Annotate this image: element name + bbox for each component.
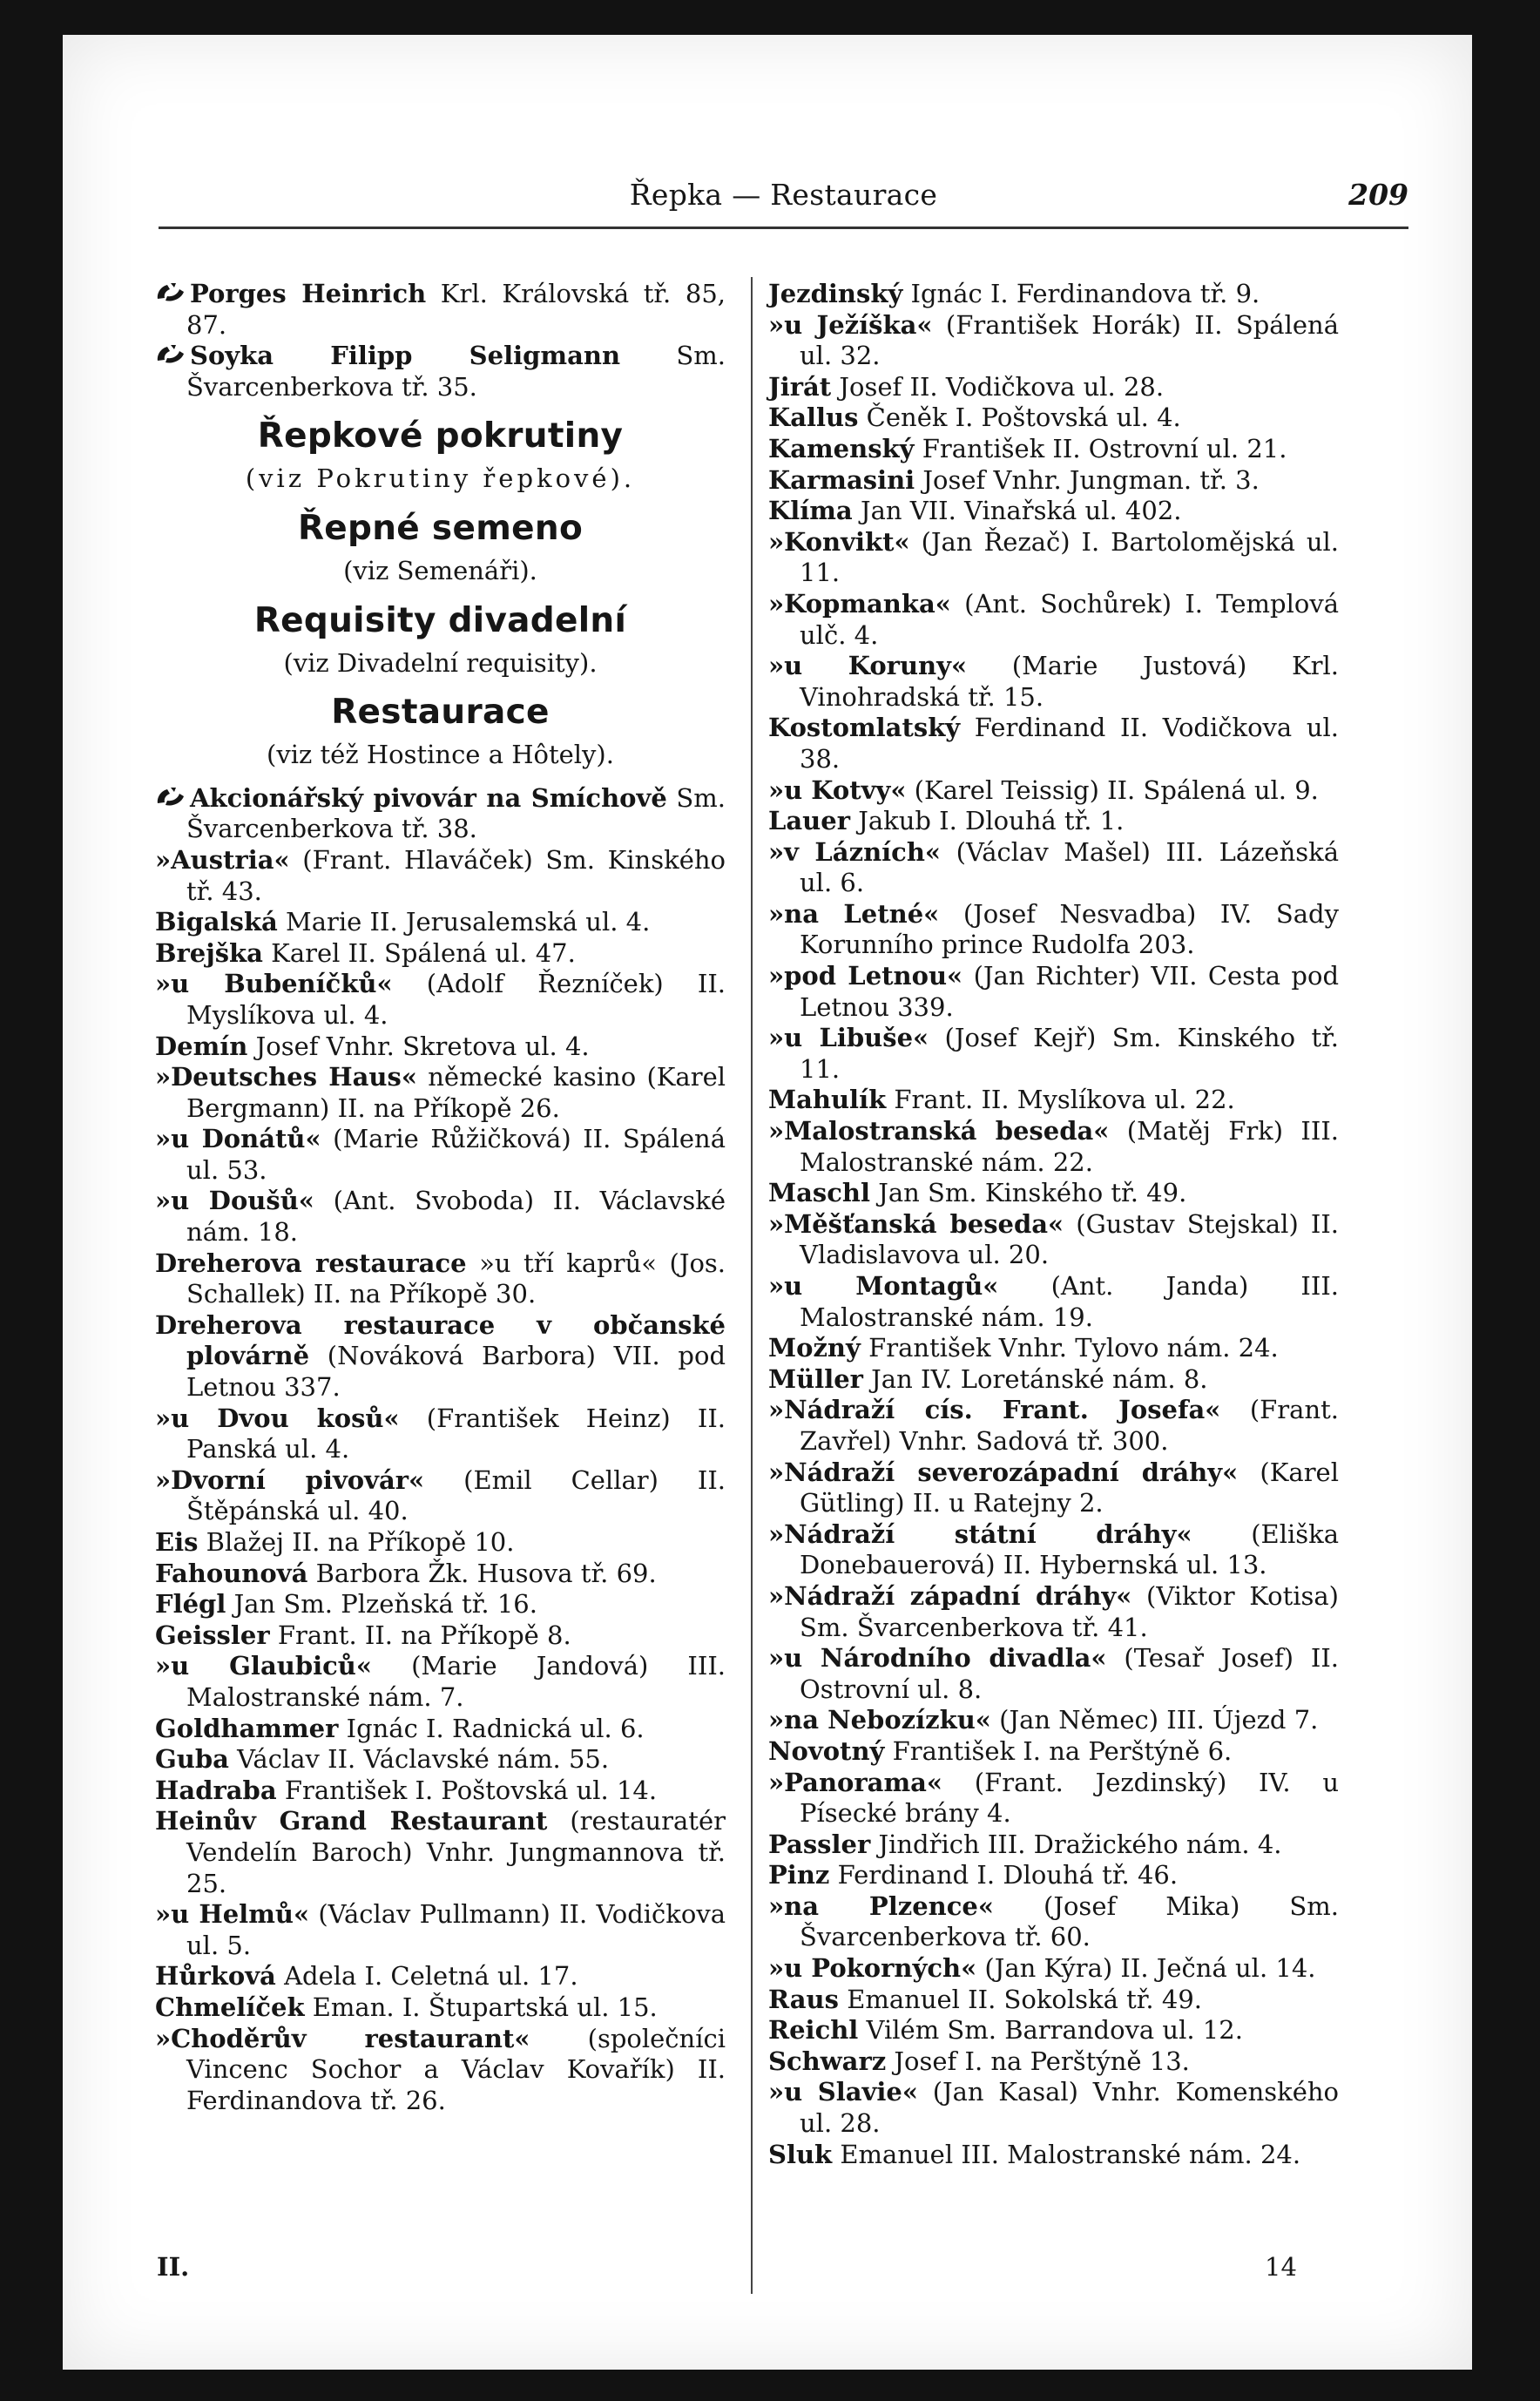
directory-entry <box>155 1124 726 1186</box>
entry-name: »u Bubeníčků« <box>155 969 393 999</box>
entry-details: Josef Vnhr. Skretova ul. 4. <box>255 1031 590 1061</box>
entry-name: »u Národního divadla« <box>768 1643 1107 1674</box>
section-cross-reference: (viz též Hostince a Hôtely). <box>267 740 614 770</box>
directory-entry <box>155 1031 726 1063</box>
entry-details: Sm. Švarcenberkova tř. 38. <box>186 782 726 844</box>
directory-entry <box>155 341 726 402</box>
entry-details: Marie II. Jerusalemská ul. 4. <box>286 907 651 937</box>
entry-details: Krl. Královská tř. 85, 87. <box>186 279 726 340</box>
entry-name: »pod Letnou« <box>768 961 963 991</box>
directory-entry <box>768 1829 1339 1861</box>
entry-name: Mahulík <box>768 1085 887 1115</box>
directory-entry <box>768 961 1339 1023</box>
left-column <box>155 279 726 2116</box>
directory-entry <box>768 806 1339 837</box>
entry-details: Adela I. Celetná ul. 17. <box>284 1961 578 1992</box>
entry-name: Reichl <box>768 2015 859 2046</box>
entry-details: (Jan Richter) VII. Cesta pod Letnou 339. <box>800 961 1340 1022</box>
entry-details: (Ant. Janda) III. Malostranské nám. 19. <box>800 1271 1340 1332</box>
directory-entry <box>768 1085 1339 1116</box>
directory-entry <box>155 1620 726 1652</box>
entry-details: (Jan Řezač) I. Bartolomějská ul. 11. <box>800 526 1340 588</box>
entry-details: (Adolf Řezníček) II. Myslíkova ul. 4. <box>186 969 726 1030</box>
entry-details: německé kasino (Karel Bergmann) II. na Příkopě 26. <box>186 1062 726 1123</box>
entry-details: (Marie Justová) Krl. Vinohradská tř. 15. <box>800 651 1340 712</box>
directory-entry <box>768 1768 1339 1829</box>
entry-details: Josef II. Vodičkova ul. 28. <box>839 371 1165 402</box>
directory-entry <box>768 775 1339 807</box>
entry-name: »na Nebozízku« <box>768 1705 991 1735</box>
entry-name: Fahounová <box>155 1558 308 1588</box>
entry-details: Jan Sm. Plzeňská tř. 16. <box>233 1589 537 1620</box>
directory-entry <box>155 279 726 341</box>
section-heading: Restaurace <box>331 693 550 733</box>
entry-name: Lauer <box>768 806 850 836</box>
entry-details: Blažej II. na Příkopě 10. <box>206 1527 515 1557</box>
entry-name: Kamenský <box>768 433 915 463</box>
entry-details: Josef Vnhr. Jungman. tř. 3. <box>922 464 1260 495</box>
entry-name: Dreherova restaurace <box>155 1248 467 1278</box>
entry-details: (Frant. Zavřel) Vnhr. Sadová tř. 300. <box>800 1395 1339 1456</box>
directory-entry <box>768 651 1339 713</box>
directory-entry <box>768 2140 1339 2171</box>
directory-entry <box>155 1744 726 1775</box>
entry-name: Jirát <box>768 371 832 402</box>
directory-entry <box>155 1186 726 1248</box>
section-heading: Requisity divadelní <box>253 600 627 640</box>
page-number: 209 <box>1348 178 1408 212</box>
directory-entry <box>155 783 726 845</box>
entry-name: Demín <box>155 1031 248 1061</box>
directory-entry <box>768 1178 1339 1209</box>
running-header <box>159 166 1408 229</box>
entry-details: Ferdinand II. Vodičkova ul. 38. <box>800 713 1339 774</box>
entry-details: (společníci Vincenc Sochor a Václav Kovařík) II. Ferdinandova tř. 26. <box>186 2023 726 2115</box>
directory-entry <box>768 434 1339 465</box>
directory-entry <box>768 1519 1339 1581</box>
directory-entry <box>155 1714 726 1745</box>
directory-entry <box>768 1891 1339 1953</box>
entry-details: (Jan Němec) III. Újezd 7. <box>999 1705 1319 1735</box>
entry-name: Chmelíček <box>155 1992 305 2022</box>
book-page <box>63 35 1472 2370</box>
directory-entry <box>155 1403 726 1465</box>
directory-entry <box>768 1116 1339 1178</box>
entry-name: Raus <box>768 1984 839 2014</box>
entry-details: Jan Sm. Kinského tř. 49. <box>878 1178 1187 1208</box>
directory-entry <box>155 1589 726 1620</box>
directory-entry <box>155 907 726 938</box>
entry-details: (Eliška Donebauerová) II. Hybernská ul. 13. <box>800 1518 1339 1580</box>
section-heading: Řepné semeno <box>297 508 584 548</box>
entry-name: Maschl <box>768 1178 870 1208</box>
entry-details: Emanuel II. Sokolská tř. 49. <box>847 1984 1202 2014</box>
directory-entry <box>768 1271 1339 1333</box>
entry-details: (restauratér Vendelín Baroch) Vnhr. Jungmannova tř. 25. <box>186 1806 726 1898</box>
directory-entry <box>768 713 1339 774</box>
entry-details: (Matěj Frk) III. Malostranské nám. 22. <box>800 1116 1340 1177</box>
entry-name: Možný <box>768 1333 861 1363</box>
directory-entry <box>768 496 1339 527</box>
footer-signature-left: II. <box>157 2252 190 2282</box>
entry-details: Ignác I. Radnická ul. 6. <box>346 1713 645 1743</box>
entry-name: »u Slavie« <box>768 2077 918 2107</box>
directory-entry <box>155 1248 726 1310</box>
directory-entry <box>768 2046 1339 2078</box>
column-divider <box>751 277 753 2294</box>
entry-details: »u tří kaprů« (Jos. Schallek) II. na Příkopě 30. <box>186 1248 726 1309</box>
directory-entry <box>768 2015 1339 2046</box>
entry-name: »v Lázních« <box>768 836 942 867</box>
entry-name: »Austria« <box>155 844 290 875</box>
entry-name: Passler <box>768 1829 871 1859</box>
entry-name: »u Doušů« <box>155 1186 314 1216</box>
directory-entry <box>768 1953 1339 1985</box>
entry-details: (Václav Mašel) III. Lázeňská ul. 6. <box>800 836 1340 898</box>
entry-details: (Ant. Sochůrek) I. Templová ulč. 4. <box>800 588 1339 650</box>
entry-details: (Emil Cellar) II. Štěpánská ul. 40. <box>186 1464 726 1526</box>
entry-details: (Marie Jandová) III. Malostranské nám. 7. <box>186 1651 726 1712</box>
entry-name: Kallus <box>768 402 859 433</box>
telephone-icon <box>155 281 186 304</box>
directory-entry <box>155 1775 726 1807</box>
directory-entry <box>768 1333 1339 1364</box>
directory-entry <box>768 589 1339 651</box>
entry-name: Flégl <box>155 1589 226 1620</box>
entry-details: Sm. Švarcenberkova tř. 35. <box>186 341 726 402</box>
right-column <box>768 279 1339 2170</box>
footer-signature-right: 14 <box>1265 2252 1297 2282</box>
entry-name: Porges Heinrich <box>190 279 427 308</box>
entry-details: Jakub I. Dlouhá tř. 1. <box>858 806 1125 836</box>
entry-name: Bigalská <box>155 907 278 937</box>
entry-name: »Měšťanská beseda« <box>768 1208 1064 1239</box>
entry-name: »Nádraží státní dráhy« <box>768 1518 1192 1549</box>
entry-details: (Tesař Josef) II. Ostrovní ul. 8. <box>800 1643 1339 1704</box>
entry-details: (Jan Kasal) Vnhr. Komenského ul. 28. <box>800 2077 1340 2139</box>
entry-name: »Konvikt« <box>768 526 910 557</box>
entry-name: Kostomlatský <box>768 713 961 743</box>
entry-name: Guba <box>155 1744 229 1775</box>
entry-name: »Nádraží severozápadní dráhy« <box>768 1457 1239 1487</box>
header-title: Řepka — Restaurace <box>629 178 938 212</box>
entry-details: (Gustav Stejskal) II. Vladislavova ul. 20. <box>800 1208 1339 1270</box>
entry-name: »u Glaubiců« <box>155 1651 372 1681</box>
directory-entry <box>768 402 1339 434</box>
entry-name: Karmasini <box>768 464 915 495</box>
entry-name: »Nádraží západní dráhy« <box>768 1580 1132 1611</box>
telephone-icon <box>155 786 186 808</box>
directory-entry <box>768 1395 1339 1457</box>
entry-name: »u Ježíška« <box>768 309 933 340</box>
directory-entry <box>155 2024 726 2117</box>
entry-details: (Frant. Jezdinský) IV. u Písecké brány 4. <box>800 1767 1339 1829</box>
directory-entry <box>768 899 1339 961</box>
entry-name: »u Kotvy« <box>768 774 907 805</box>
entry-details: František I. Poštovská ul. 14. <box>284 1775 658 1805</box>
entry-details: (František Horák) II. Spálená ul. 32. <box>800 309 1340 371</box>
entry-name: Novotný <box>768 1735 885 1766</box>
entry-name: Jezdinský <box>768 279 903 308</box>
entry-name: Eis <box>155 1527 199 1557</box>
entry-details: Emanuel III. Malostranské nám. 24. <box>840 2139 1301 2169</box>
directory-entry <box>768 1023 1339 1085</box>
entry-name: »Kopmanka« <box>768 588 951 619</box>
entry-details: (Jan Kýra) II. Ječná ul. 14. <box>984 1953 1316 1984</box>
entry-details: (Josef Kejř) Sm. Kinského tř. 11. <box>800 1023 1339 1084</box>
entry-name: »u Pokorných« <box>768 1953 977 1984</box>
entry-name: Pinz <box>768 1860 830 1890</box>
entry-name: Dreherova restaurace v občanské plovárně <box>155 1309 726 1371</box>
telephone-icon <box>155 343 186 366</box>
entry-name: Hůrková <box>155 1961 276 1992</box>
entry-details: Ferdinand I. Dlouhá tř. 46. <box>837 1860 1179 1890</box>
entry-details: (Marie Růžičková) II. Spálená ul. 53. <box>186 1124 726 1185</box>
directory-entry <box>768 372 1339 403</box>
entry-name: Goldhammer <box>155 1713 339 1743</box>
directory-entry <box>155 1899 726 1961</box>
entry-details: Karel II. Spálená ul. 47. <box>271 937 576 968</box>
entry-details: Frant. II. na Příkopě 8. <box>277 1620 571 1650</box>
section-cross-reference: (viz Divadelní requisity). <box>283 647 598 678</box>
entry-details: Ignác I. Ferdinandova tř. 9. <box>910 279 1260 308</box>
entry-name: »Deutsches Haus« <box>155 1062 417 1092</box>
entry-details: Václav II. Václavské nám. 55. <box>237 1744 610 1775</box>
entry-details: Jan IV. Loretánské nám. 8. <box>871 1363 1208 1394</box>
entry-name: Heinův Grand Restaurant <box>155 1806 548 1836</box>
directory-entry <box>155 1527 726 1559</box>
directory-entry <box>768 310 1339 372</box>
entry-details: Vilém Sm. Barrandova ul. 12. <box>866 2015 1243 2046</box>
directory-entry <box>155 1992 726 2024</box>
directory-entry <box>155 845 726 907</box>
entry-details: Jan VII. Vinařská ul. 402. <box>860 496 1182 526</box>
directory-entry <box>768 279 1339 310</box>
entry-name: Hadraba <box>155 1775 277 1805</box>
directory-entry <box>768 1581 1339 1643</box>
entry-details: (Ant. Svoboda) II. Václavské nám. 18. <box>186 1186 726 1248</box>
entry-name: Akcionářský pivovár na Smíchově <box>190 782 667 813</box>
directory-entry <box>768 1705 1339 1736</box>
directory-entry <box>155 1062 726 1124</box>
entry-name: »u Koruny« <box>768 651 968 681</box>
entry-details: (Josef Nesvadba) IV. Sady Korunního prince Rudolfa 203. <box>800 898 1339 960</box>
entry-name: »na Plzence« <box>768 1890 994 1921</box>
entry-name: Schwarz <box>768 2046 887 2076</box>
section-heading: Řepkové pokrutiny <box>257 416 624 457</box>
directory-entry <box>155 938 726 970</box>
entry-details: Josef I. na Perštýně 13. <box>894 2046 1190 2076</box>
directory-entry <box>768 465 1339 497</box>
directory-entry <box>768 1364 1339 1396</box>
entry-name: »u Montagů« <box>768 1271 999 1301</box>
entry-details: Jindřich III. Dražického nám. 4. <box>878 1829 1282 1859</box>
directory-entry <box>155 1651 726 1713</box>
entry-details: František I. na Perštýně 6. <box>892 1735 1233 1766</box>
directory-entry <box>768 1860 1339 1891</box>
entry-details: (Viktor Kotisa) Sm. Švarcenberkova tř. 41. <box>800 1580 1339 1642</box>
entry-details: Barbora Žk. Husova tř. 69. <box>315 1558 657 1588</box>
entry-name: Müller <box>768 1363 863 1394</box>
entry-details: (Václav Pullmann) II. Vodičkova ul. 5. <box>186 1899 726 1960</box>
entry-name: »u Dvou kosů« <box>155 1403 400 1433</box>
section-cross-reference: (viz Semenáři). <box>343 555 537 585</box>
directory-entry <box>155 1806 726 1899</box>
entry-name: »Choděrův restaurant« <box>155 2023 530 2053</box>
directory-entry <box>768 1209 1339 1271</box>
entry-details: Eman. I. Štupartská ul. 15. <box>312 1992 658 2022</box>
directory-entry <box>155 1559 726 1590</box>
entry-name: »Dvorní pivovár« <box>155 1464 425 1495</box>
entry-name: »Panorama« <box>768 1767 943 1797</box>
entry-name: »Malostranská beseda« <box>768 1116 1110 1146</box>
entry-details: František II. Ostrovní ul. 21. <box>922 433 1287 463</box>
entry-details: Frant. II. Myslíkova ul. 22. <box>894 1085 1235 1115</box>
entry-name: »u Libuše« <box>768 1023 929 1053</box>
entry-name: Geissler <box>155 1620 270 1650</box>
entry-details: (Karel Gütling) II. u Ratejny 2. <box>800 1457 1339 1518</box>
entry-details: František Vnhr. Tylovo nám. 24. <box>868 1333 1279 1363</box>
directory-entry <box>768 527 1339 589</box>
entry-details: (Josef Mika) Sm. Švarcenberkova tř. 60. <box>800 1890 1340 1952</box>
directory-entry <box>155 1465 726 1527</box>
entry-name: Brejška <box>155 937 263 968</box>
entry-name: »u Donátů« <box>155 1124 321 1154</box>
directory-entry <box>155 969 726 1031</box>
entry-name: Sluk <box>768 2139 833 2169</box>
section-cross-reference: (viz Pokrutiny řepkové). <box>245 463 636 494</box>
directory-entry <box>155 1310 726 1403</box>
entry-name: »Nádraží cís. Frant. Josefa« <box>768 1395 1221 1425</box>
directory-entry <box>155 1961 726 1992</box>
directory-entry <box>768 2077 1339 2139</box>
entry-name: Soyka Filipp Seligmann <box>190 341 621 371</box>
directory-entry <box>768 837 1339 899</box>
entry-details: (František Heinz) II. Panská ul. 4. <box>186 1403 726 1464</box>
directory-entry <box>768 1985 1339 2016</box>
directory-entry <box>768 1736 1339 1768</box>
directory-entry <box>768 1643 1339 1705</box>
entry-name: »u Helmů« <box>155 1899 310 1930</box>
entry-details: (Nováková Barbora) VII. pod Letnou 337. <box>186 1341 726 1403</box>
entry-details: (Karel Teissig) II. Spálená ul. 9. <box>914 774 1319 805</box>
entry-name: »na Letné« <box>768 898 940 929</box>
directory-entry <box>768 1458 1339 1519</box>
entry-details: (Frant. Hlaváček) Sm. Kinského tř. 43. <box>186 844 726 906</box>
entry-name: Klíma <box>768 496 853 526</box>
entry-details: Čeněk I. Poštovská ul. 4. <box>866 402 1181 433</box>
